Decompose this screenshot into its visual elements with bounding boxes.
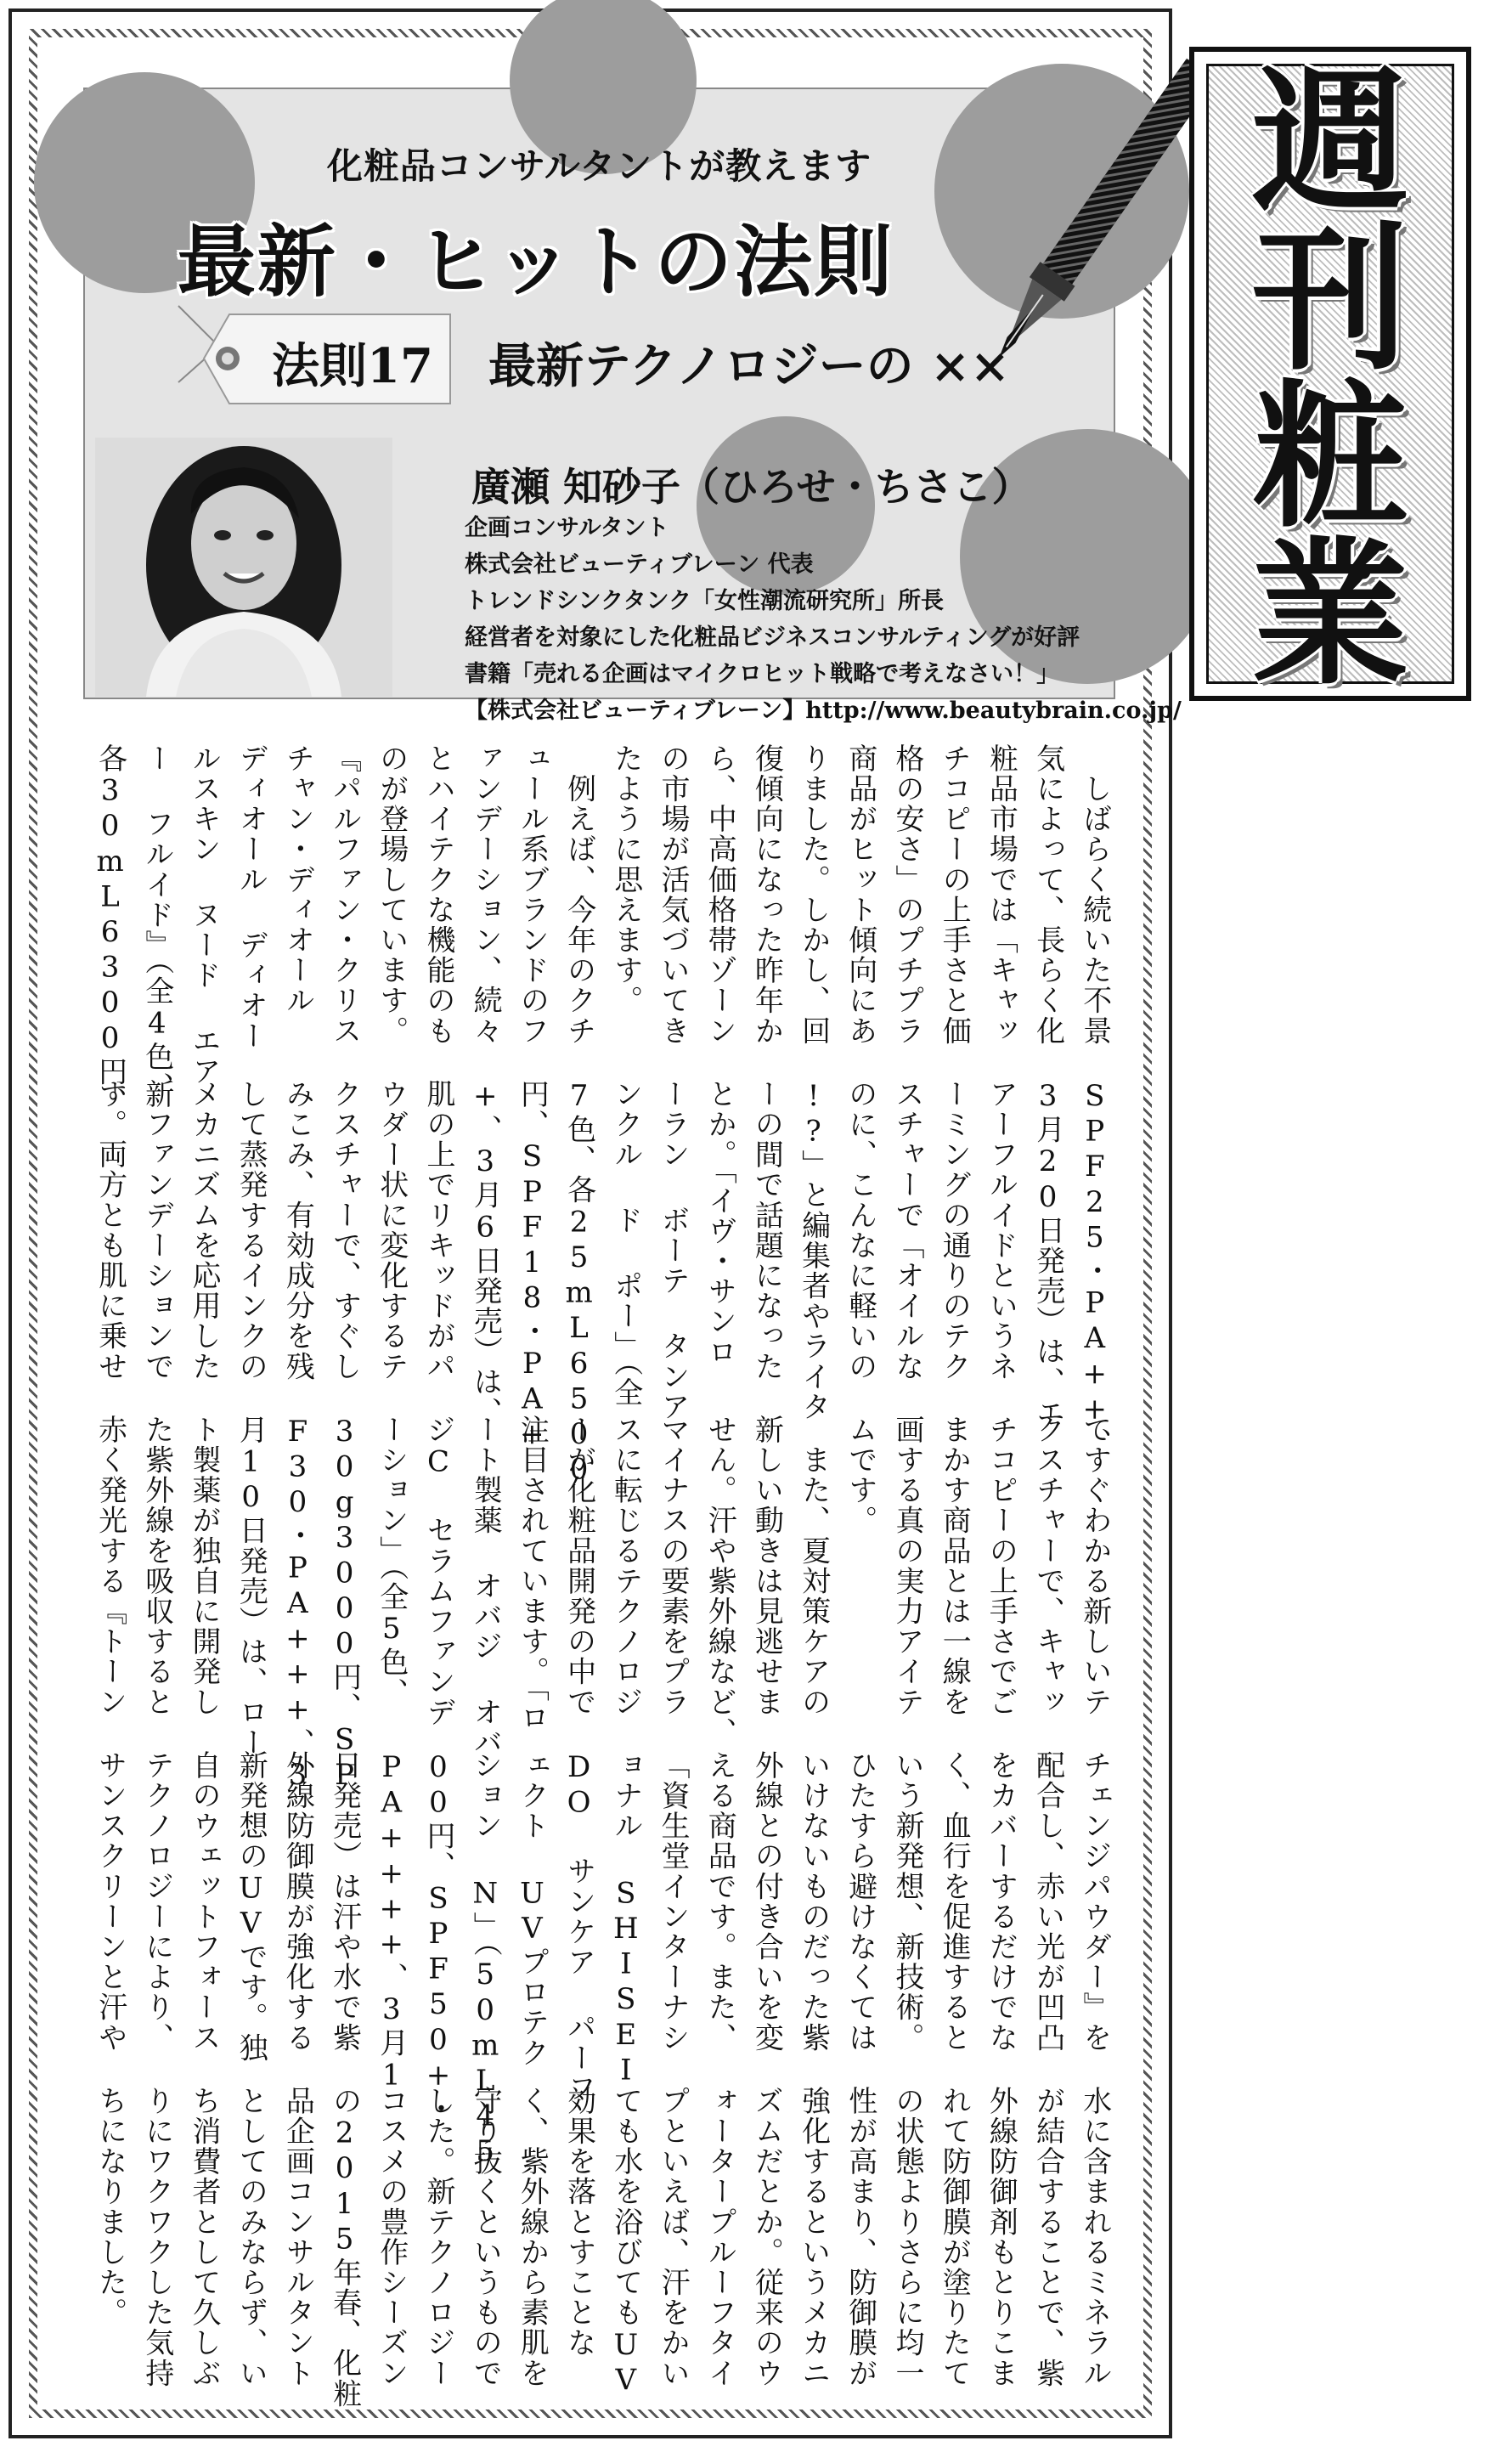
author-profile xyxy=(465,510,1182,729)
text-column: りにワクワクした気持 xyxy=(139,2086,174,2388)
text-column: ジC セラムファンデ xyxy=(421,1415,455,1727)
text-column: 効果を落とすことな xyxy=(561,2086,596,2359)
header-tagline: 化粧品コンサルタントが教えます xyxy=(326,145,872,187)
text-column: ョナル SHISEI xyxy=(608,1750,643,2088)
text-column: ら、中高価格帯ゾーン xyxy=(702,743,737,1046)
text-column: ーが化粧品開発の中で xyxy=(561,1415,596,1717)
author-book: 書籍「売れる企画はマイクロヒット戦略で考えなさい！」 xyxy=(465,661,1060,687)
text-column: ェクト UVプロテク xyxy=(515,1750,550,2068)
text-column: とハイテクな機能のも xyxy=(421,743,455,1046)
text-column: 外線防御剤もとりこま xyxy=(984,2086,1018,2388)
text-column: SPF25・PA++、 xyxy=(1077,1079,1112,1458)
text-column: く、紫外線から素肌を xyxy=(515,2086,550,2388)
text-column: ウダー状に変化するテ xyxy=(374,1079,409,1381)
author-name: 廣瀬 知砂子（ひろせ・ちさこ） xyxy=(471,464,1031,510)
text-column: 品企画コンサルタント xyxy=(280,2086,315,2388)
text-column: せん。汗や紫外線など、 xyxy=(702,1415,737,1748)
text-column: ーション」（全5色、 xyxy=(374,1415,409,1708)
text-column: コスメの豊作シーズン xyxy=(374,2086,409,2388)
text-column: ー フルイド』（全4色、 xyxy=(139,743,174,1103)
law-subtitle: 最新テクノロジーの ×× xyxy=(488,338,1010,394)
text-column: 新しい動きは見逃せま xyxy=(749,1415,784,1717)
text-column: ちになりました。 xyxy=(93,2086,127,2328)
text-column: メカニズムを応用した xyxy=(187,1079,221,1381)
text-column: クスチャーで、すぐし xyxy=(327,1079,362,1381)
text-column: まかす商品とは一線を xyxy=(937,1415,972,1717)
text-column: テクノロジーにより、 xyxy=(139,1750,174,2053)
author-title: 企画コンサルタント xyxy=(465,515,669,541)
text-column: 水に含まれるミネラル xyxy=(1077,2086,1112,2388)
publication-masthead xyxy=(1189,47,1471,706)
text-column: DO サンケア パーフ xyxy=(561,1750,596,2104)
text-column: 商品がヒット傾向にあ xyxy=(843,743,877,1046)
author-company: 株式会社ビューティブレーン 代表 xyxy=(465,551,814,578)
text-column: ーミングの通りのテク xyxy=(937,1079,972,1381)
text-column: 新ファンデーションで xyxy=(139,1079,174,1381)
text-column: 守り抜くというもので xyxy=(468,2086,503,2388)
author-website: 【株式会社ビューティブレーン】http://www.beautybrain.co.jp/ xyxy=(465,698,1182,724)
masthead-char: 業 xyxy=(1251,523,1409,706)
text-column: 『パルファン・クリス xyxy=(327,743,362,1046)
text-column: 赤く発光する『トーン xyxy=(93,1415,127,1717)
text-column: 7色、各25mL6500 xyxy=(561,1079,596,1489)
masthead-char: 週 xyxy=(1251,51,1409,234)
text-column: 自のウェットフォース xyxy=(187,1750,221,2053)
text-column: が結合することで、紫 xyxy=(1030,2086,1065,2388)
text-column: のが登場しています。 xyxy=(374,743,409,1046)
text-column: とか。「イヴ・サンロ xyxy=(702,1079,737,1367)
text-column: 各30mL6300円、 xyxy=(93,743,127,1117)
text-column: ルスキン ヌード エア xyxy=(187,743,221,1087)
text-column: !?」と編集者やライタ xyxy=(796,1079,831,1422)
text-column: 配合し、赤い光が凹凸 xyxy=(1030,1750,1065,2053)
text-column: ンクル ド ポー」（全 xyxy=(608,1079,643,1408)
text-column: た紫外線を吸収すると xyxy=(139,1415,174,1717)
text-column: える商品です。また、 xyxy=(702,1750,737,2053)
text-column: 格の安さ」のプチプラ xyxy=(890,743,924,1046)
text-column: スに転じるテクノロジ xyxy=(608,1415,643,1717)
text-column: 強化するというメカニ xyxy=(796,2086,831,2388)
text-column: PA++++、3月1 xyxy=(374,1750,409,2093)
text-column: ムです。 xyxy=(843,1415,877,1536)
text-column: 円、SPF18・PA+ xyxy=(515,1079,550,1453)
text-column: ディオール ディオー xyxy=(234,743,268,1051)
text-column: 性が高まり、防御膜が xyxy=(843,2086,877,2388)
text-column: クスチャーで、キャッ xyxy=(1030,1415,1065,1717)
text-column: チェンジパウダー』を xyxy=(1077,1750,1112,2053)
text-column: の状態よりさらに均一 xyxy=(890,2086,924,2388)
text-column: ち消費者として久しぶ xyxy=(187,2086,221,2388)
text-column: F30・PA+++、3 xyxy=(280,1415,315,1794)
masthead-char: 粧 xyxy=(1251,365,1409,549)
text-column: アーフルイドというネ xyxy=(984,1079,1018,1381)
text-column: 00円、SPF50+・ xyxy=(421,1750,455,2124)
text-column: の2015年春、化粧 xyxy=(327,2086,362,2409)
text-column: ーの間で話題になった xyxy=(749,1079,784,1381)
text-column: 気によって、長らく化 xyxy=(1030,743,1065,1046)
page-title: 最新・ヒットの法則 xyxy=(177,217,894,308)
text-column: 注目されています。「ロ xyxy=(515,1415,550,1733)
text-column: ション N」（50mL45 xyxy=(468,1750,503,2170)
text-column: としてのみならず、い xyxy=(234,2086,268,2388)
text-column: ひたすら避けなくては xyxy=(843,1750,877,2053)
author-institute: トレンドシンクタンク「女性潮流研究所」所長 xyxy=(465,588,945,614)
text-column: 「資生堂インターナシ xyxy=(656,1750,690,2053)
text-column: く、血行を促進すると xyxy=(937,1750,972,2053)
text-column: ュール系ブランドのフ xyxy=(515,743,550,1046)
text-column: ァンデーション、続々 xyxy=(468,743,503,1046)
text-column: のに、こんなに軽いの xyxy=(843,1079,877,1381)
text-column: す。両方とも肌に乗せ xyxy=(93,1079,127,1381)
text-column: の市場が活気づいてき xyxy=(656,743,690,1046)
text-column: チャン・ディオール xyxy=(280,743,315,1016)
text-column: +、3月6日発売）は、 xyxy=(468,1079,503,1427)
text-column: をカバーするだけでな xyxy=(984,1750,1018,2053)
text-column: ズムだとか。従来のウ xyxy=(749,2086,784,2388)
text-column: ート製薬 オバジ オバ xyxy=(468,1415,503,1758)
text-column: みこみ、有効成分を残 xyxy=(280,1079,315,1381)
text-column: 月10日発売）は、ロー xyxy=(234,1415,268,1758)
text-column: 30g3000円、SP xyxy=(327,1415,362,1794)
text-column: りました。しかし、回 xyxy=(796,743,831,1046)
article-body xyxy=(83,743,1115,2409)
text-column: チコピーの上手さと価 xyxy=(937,743,972,1046)
text-column: ても水を浴びてもUV xyxy=(608,2086,643,2398)
text-column: スチャーで「オイルな xyxy=(890,1079,924,1381)
text-column: マイナスの要素をプラ xyxy=(656,1415,690,1717)
text-column: チコピーの上手さでご xyxy=(984,1415,1018,1717)
author-service: 経営者を対象にした化粧品ビジネスコンサルティングが好評 xyxy=(465,624,1080,651)
text-column: ト製薬が独自に開発し xyxy=(187,1415,221,1717)
text-column: 日発売）は汗や水で紫 xyxy=(327,1750,362,2053)
text-column: ォータープルーフタイ xyxy=(702,2086,737,2388)
text-column: 復傾向になった昨年か xyxy=(749,743,784,1046)
text-column: 外線防御膜が強化する xyxy=(280,1750,315,2053)
text-column: また、夏対策ケアの xyxy=(796,1415,831,1717)
text-column: 粧品市場では「キャッ xyxy=(984,743,1018,1046)
author-photo xyxy=(95,438,392,697)
text-column: ーラン ボーテ タンア xyxy=(656,1079,690,1422)
text-column: たように思えます。 xyxy=(608,743,643,1016)
text-column: した。新テクノロジー xyxy=(421,2086,455,2388)
masthead-char: 刊 xyxy=(1251,208,1409,392)
text-column: れて防御膜が塗りたて xyxy=(937,2086,972,2388)
text-column: いう新発想、新技術。 xyxy=(890,1750,924,2053)
text-column: 肌の上でリキッドがパ xyxy=(421,1079,455,1381)
text-column: 外線との付き合いを変 xyxy=(749,1750,784,2053)
text-column: プといえば、汗をかい xyxy=(656,2086,690,2388)
text-column: して蒸発するインクの xyxy=(234,1079,268,1381)
text-column: 画する真の実力アイテ xyxy=(890,1415,924,1717)
text-column: サンスクリーンと汗や xyxy=(93,1750,127,2053)
text-column: 新発想のUVです。独 xyxy=(234,1750,268,2063)
text-column: 3月20日発売）は、エ xyxy=(1030,1079,1065,1427)
text-column: しばらく続いた不景 xyxy=(1077,743,1112,1046)
text-column: いけないものだった紫 xyxy=(796,1750,831,2053)
text-column: てすぐわかる新しいテ xyxy=(1077,1415,1112,1717)
law-number: 法則17 xyxy=(272,338,433,394)
text-column: 例えば、今年のクチ xyxy=(561,743,596,1046)
article-header xyxy=(83,88,1182,724)
